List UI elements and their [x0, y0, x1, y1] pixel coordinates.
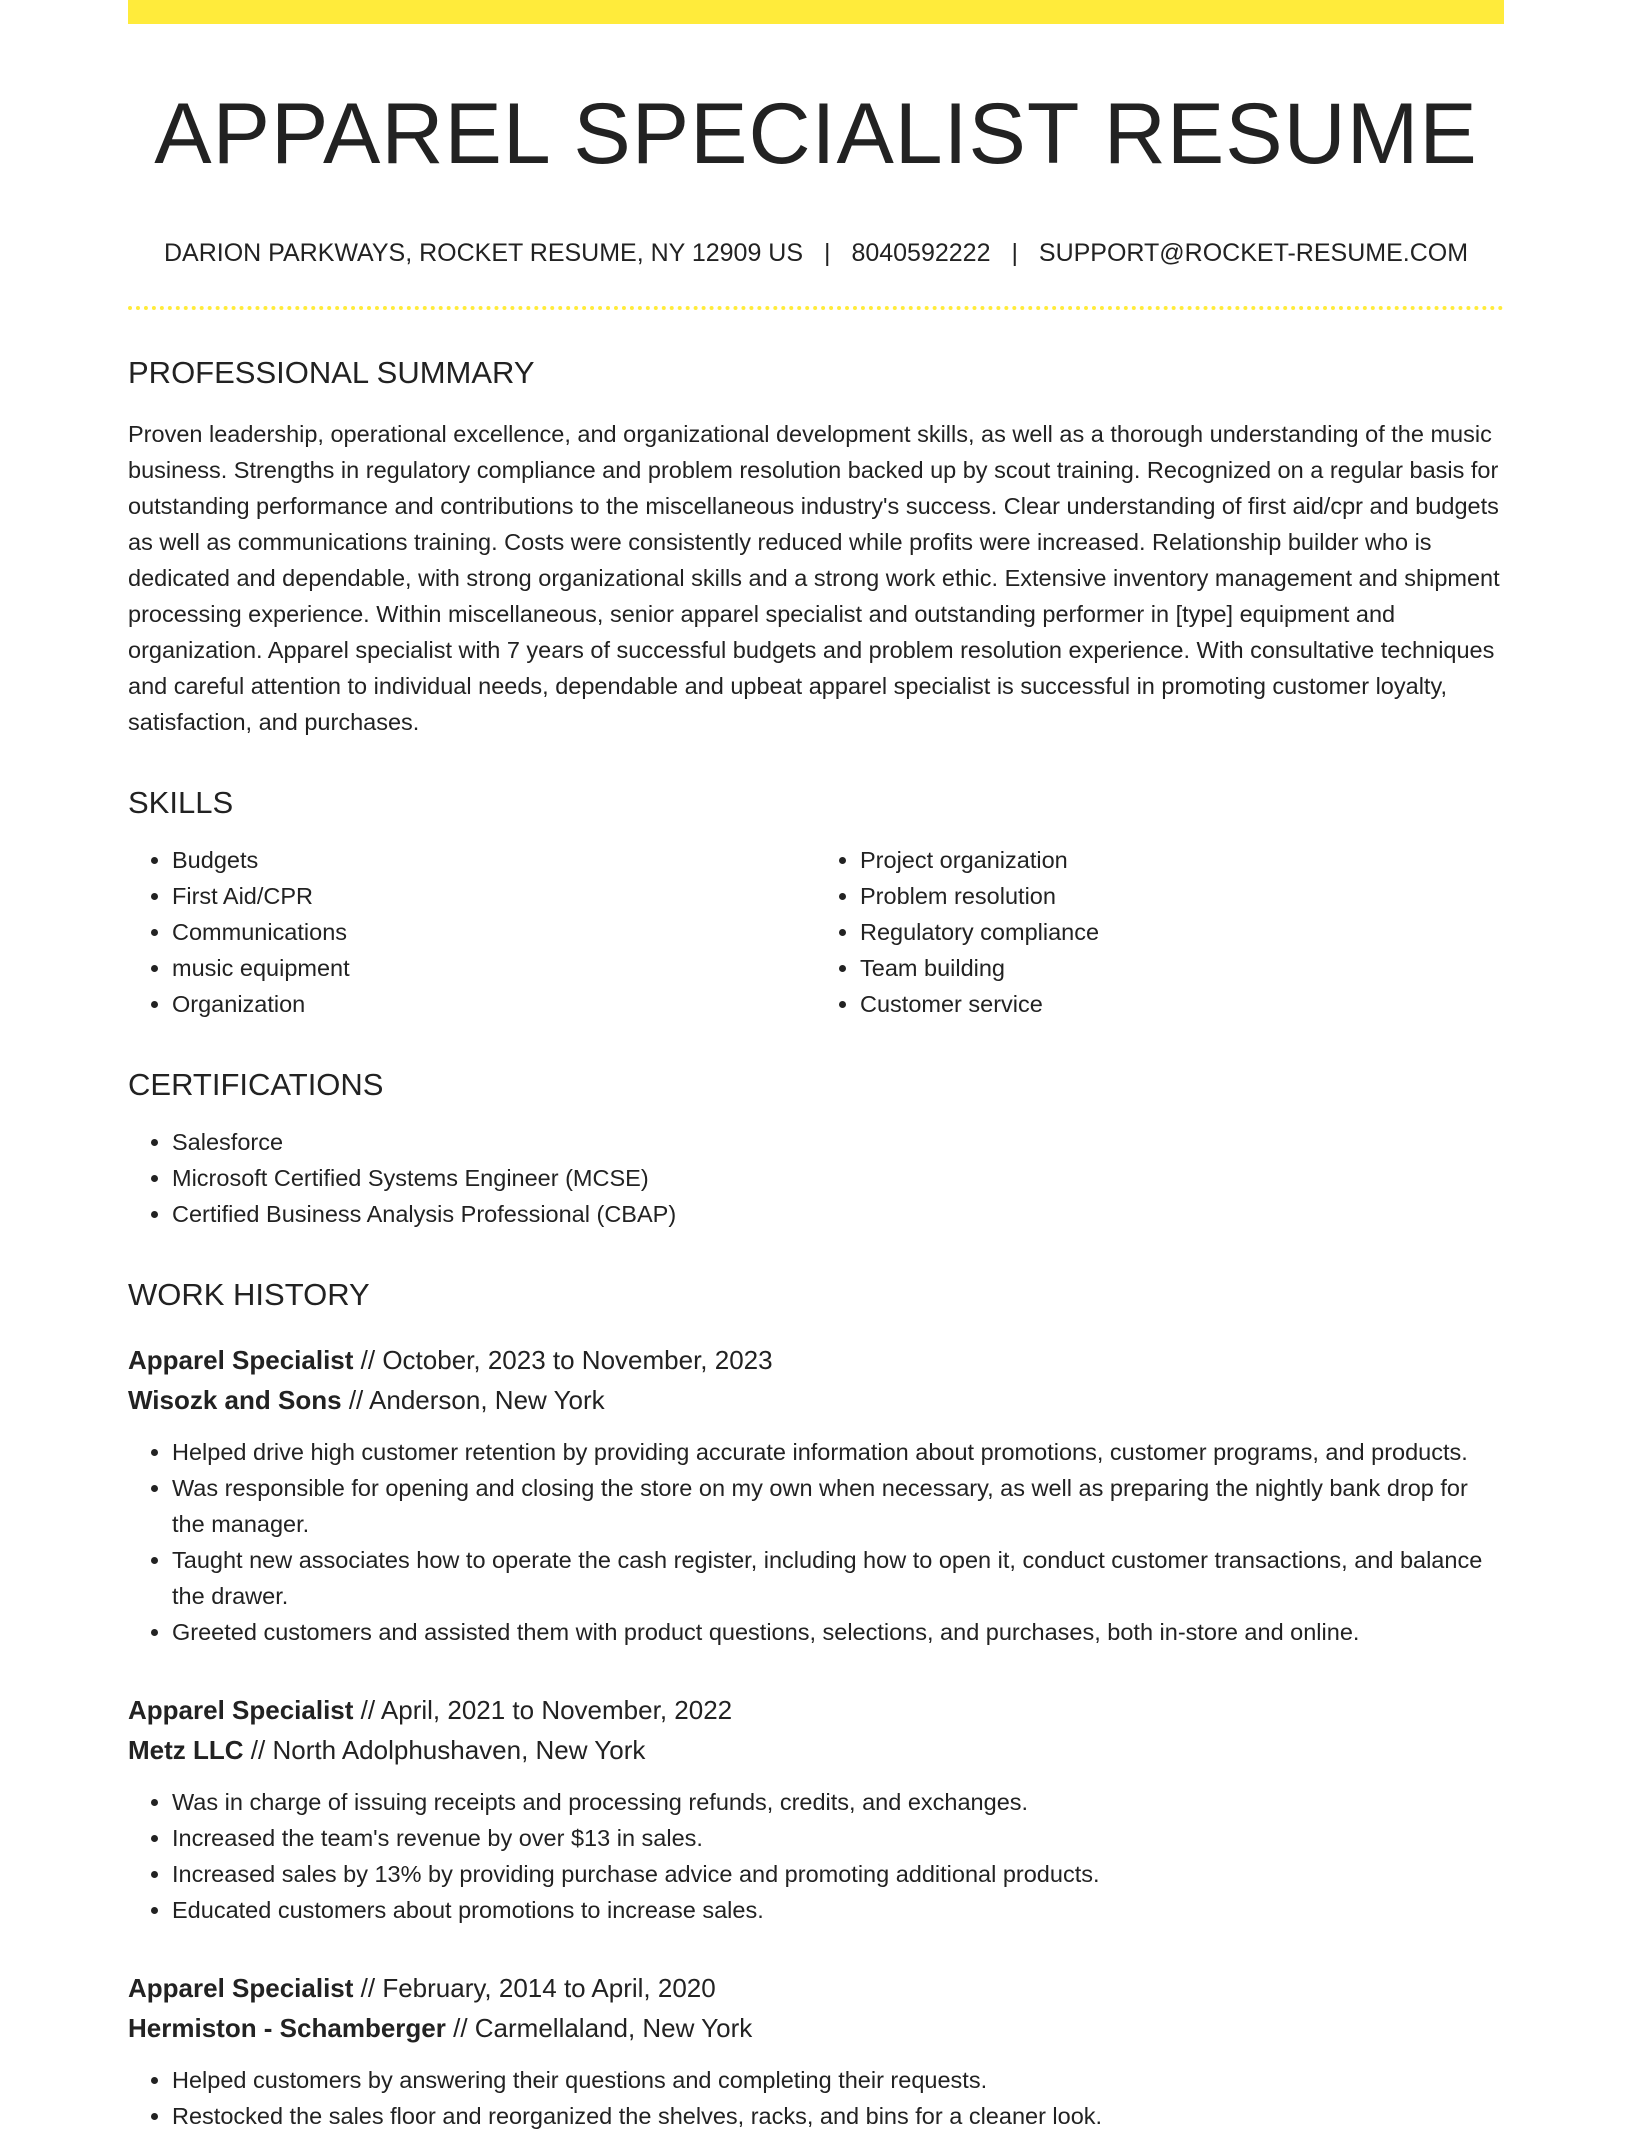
job-company: Hermiston - Schamberger	[128, 2013, 446, 2043]
accent-bar	[128, 0, 1504, 24]
job-dates: // April, 2021 to November, 2022	[360, 1695, 733, 1725]
work-history-heading: WORK HISTORY	[128, 1277, 370, 1312]
contact-separator: |	[823, 239, 831, 267]
skills-list-left	[128, 842, 816, 1022]
job-entry	[128, 1968, 1504, 2134]
list-item: • Project organization	[860, 842, 1504, 878]
job-entry	[128, 1690, 1504, 1928]
job-bullets	[128, 1434, 1504, 1650]
skills-heading: SKILLS	[128, 785, 234, 820]
skills-columns	[128, 842, 1504, 1022]
job-dates: // February, 2014 to April, 2020	[360, 1973, 716, 2003]
list-item: • Customer service	[860, 986, 1504, 1022]
contact-line	[128, 236, 1504, 270]
list-item: • Regulatory compliance	[860, 914, 1504, 950]
job-title: Apparel Specialist	[128, 1973, 354, 2003]
list-item: • Helped customers by answering their questions and completing their requests.	[172, 2062, 1504, 2098]
contact-email: SUPPORT@ROCKET-RESUME.COM	[1038, 239, 1469, 267]
skills-list-right	[816, 842, 1504, 1022]
job-entry	[128, 1340, 1504, 1650]
list-item: • music equipment	[172, 950, 816, 986]
list-item: • Increased the team's revenue by over $13 in sales.	[172, 1820, 1504, 1856]
page-title: APPAREL SPECIALIST RESUME	[154, 86, 1478, 182]
list-item: • Helped drive high customer retention by providing accurate information about promotions, customer programs, and products.	[172, 1434, 1504, 1470]
dotted-divider	[128, 306, 1504, 310]
list-item: • Was responsible for opening and closing the store on my own when necessary, as well as preparing the nightly bank drop for the manager.	[172, 1470, 1504, 1542]
job-company-line	[128, 1730, 1504, 1770]
list-item: • Team building	[860, 950, 1504, 986]
list-item: • Problem resolution	[860, 878, 1504, 914]
job-company: Wisozk and Sons	[128, 1385, 342, 1415]
list-item: • Educated customers about promotions to increase sales.	[172, 1892, 1504, 1928]
resume-content	[128, 24, 1504, 2134]
list-item: • Taught new associates how to operate the cash register, including how to open it, conduct customer transactions, and balance the drawer.	[172, 1542, 1504, 1614]
job-title-line	[128, 1968, 1504, 2008]
job-title: Apparel Specialist	[128, 1695, 354, 1725]
job-company: Metz LLC	[128, 1735, 244, 1765]
job-bullets	[128, 1784, 1504, 1928]
job-company-line	[128, 1380, 1504, 1420]
job-title-line	[128, 1690, 1504, 1730]
list-item: • Certified Business Analysis Professional (CBAP)	[172, 1196, 1504, 1232]
job-company-line	[128, 2008, 1504, 2048]
contact-separator: |	[1011, 239, 1018, 267]
list-item: • Salesforce	[172, 1124, 1504, 1160]
job-location: // North Adolphushaven, New York	[250, 1735, 646, 1765]
job-bullets	[128, 2062, 1504, 2134]
certifications-list	[128, 1124, 1504, 1232]
contact-phone: 8040592222	[851, 239, 991, 267]
list-item: • Greeted customers and assisted them with product questions, selections, and purchases, both in-store and online.	[172, 1614, 1504, 1650]
list-item: • Budgets	[172, 842, 816, 878]
list-item: • Increased sales by 13% by providing purchase advice and promoting additional products.	[172, 1856, 1504, 1892]
list-item: • Organization	[172, 986, 816, 1022]
job-title-line	[128, 1340, 1504, 1380]
contact-address: DARION PARKWAYS, ROCKET RESUME, NY 12909 US	[163, 239, 804, 267]
list-item: • Communications	[172, 914, 816, 950]
list-item: • Restocked the sales floor and reorganized the shelves, racks, and bins for a cleaner look.	[172, 2098, 1504, 2134]
summary-text: Proven leadership, operational excellence, and organizational development skills, as well as a thorough understanding of the music business. Strengths in regulatory compliance and problem resolution backed up by scout training. Recognized on a regular basis for outstanding performance and contributions to the miscellaneous industry's success. Clear understanding of first aid/cpr and budgets as well as communications training. Costs were consistently reduced while profits were increased. Relationship builder who is dedicated and dependable, with strong organizational skills and a strong work ethic. Extensive inventory management and shipment processing experience. Within miscellaneous, senior apparel specialist and outstanding performer in [type] equipment and organization. Apparel specialist with 7 years of successful budgets and problem resolution experience. With consultative techniques and careful attention to individual needs, dependable and upbeat apparel specialist is successful in promoting customer loyalty, satisfaction, and purchases.	[128, 421, 1500, 735]
summary-heading: PROFESSIONAL SUMMARY	[128, 355, 535, 390]
list-item: • Microsoft Certified Systems Engineer (MCSE)	[172, 1160, 1504, 1196]
list-item: • First Aid/CPR	[172, 878, 816, 914]
job-location: // Anderson, New York	[348, 1385, 605, 1415]
job-title: Apparel Specialist	[128, 1345, 354, 1375]
list-item: • Was in charge of issuing receipts and processing refunds, credits, and exchanges.	[172, 1784, 1504, 1820]
job-dates: // October, 2023 to November, 2023	[360, 1345, 773, 1375]
certifications-heading: CERTIFICATIONS	[128, 1067, 384, 1102]
job-location: // Carmellaland, New York	[453, 2013, 753, 2043]
